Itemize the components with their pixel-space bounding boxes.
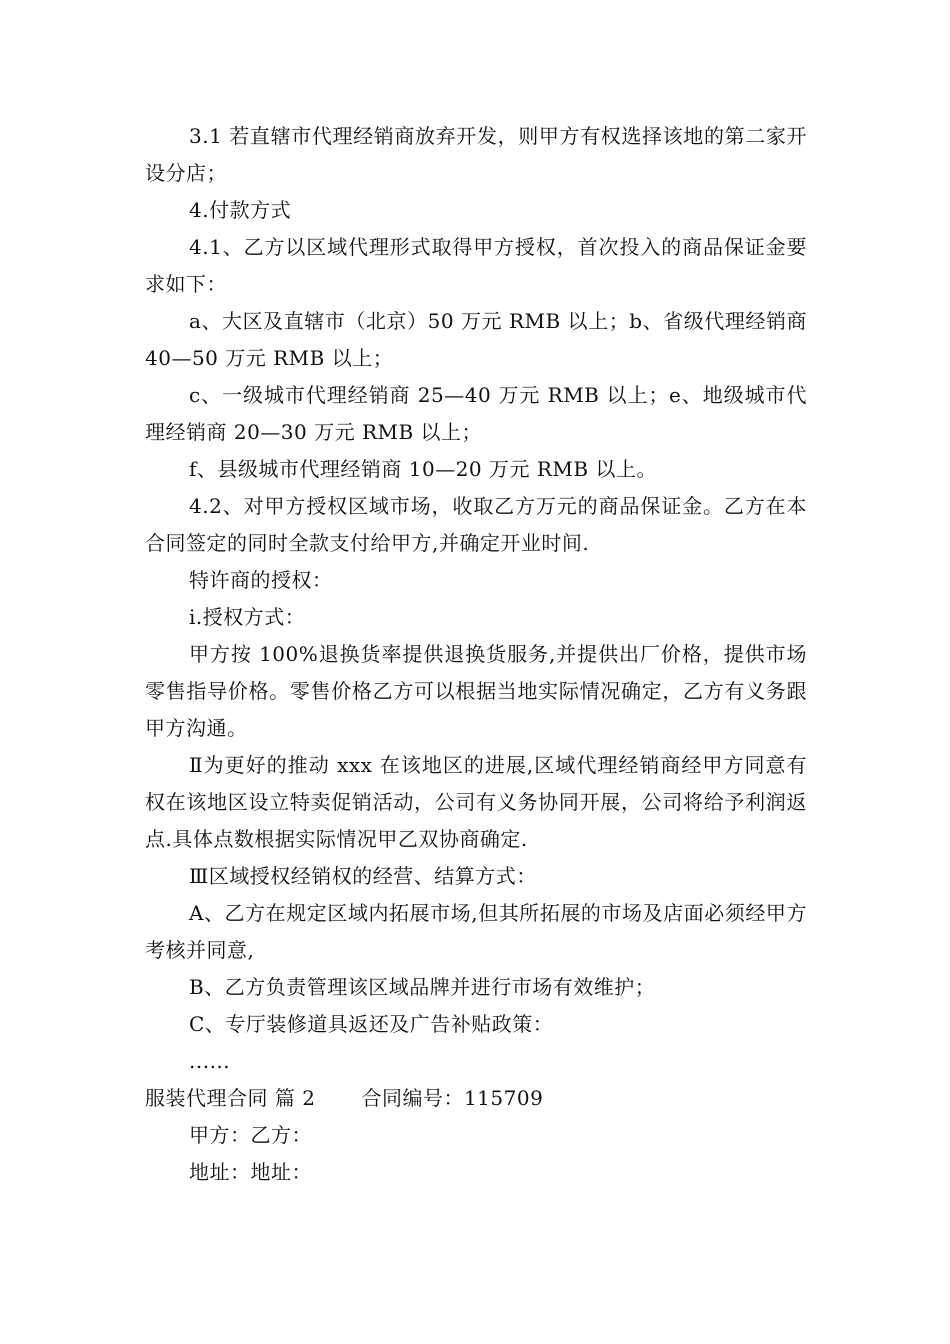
paragraph-return-policy: 甲方按 100%退换货率提供退换货服务,并提供出厂价格，提供市场零售指导价格。零售价格乙方可以根据当地实际情况确定，乙方有义务跟甲方沟通。 (145, 642, 807, 740)
paragraph-ellipsis: ...... (189, 1049, 231, 1073)
contract-number: 合同编号：115709 (361, 1086, 544, 1110)
address-line: 地址：地址： (189, 1160, 312, 1184)
paragraph-item-c: C、专厅装修道具返还及广告补贴政策： (189, 1012, 554, 1036)
contract-heading (145, 1080, 807, 1117)
paragraph-deposit-f: f、县级城市代理经销商 10—20 万元 RMB 以上。 (189, 457, 657, 481)
paragraph-settlement-method: Ⅲ区域授权经销权的经营、结算方式： (189, 864, 537, 888)
paragraph-3-1: 3.1 若直辖市代理经销商放弃开发，则甲方有权选择该地的第二家开设分店； (145, 124, 807, 185)
paragraph-item-a: A、乙方在规定区域内拓展市场,但其所拓展的市场及店面必须经甲方考核并同意, (145, 901, 807, 962)
paragraph-4-1: 4.1、乙方以区域代理形式取得甲方授权，首次投入的商品保证金要求如下： (145, 235, 807, 296)
document-body (145, 118, 807, 1191)
paragraph-4-2: 4.2、对甲方授权区域市场，收取乙方万元的商品保证金。乙方在本合同签定的同时全款支付给甲方,并确定开业时间. (145, 494, 807, 555)
paragraph-franchise-authorization: 特许商的授权： (189, 568, 333, 592)
party-line: 甲方：乙方： (189, 1123, 312, 1147)
paragraph-authorization-method: i.授权方式： (189, 605, 306, 629)
section-heading-payment: 4.付款方式 (189, 198, 292, 222)
paragraph-deposit-c-e: c、一级城市代理经销商 25—40 万元 RMB 以上；e、地级城市代理经销商 20—30 万元 RMB 以上； (145, 383, 807, 444)
paragraph-item-b: B、乙方负责管理该区域品牌并进行市场有效维护； (189, 975, 656, 999)
paragraph-promotion-rights: Ⅱ为更好的推动 xxx 在该地区的进展,区域代理经销商经甲方同意有权在该地区设立特卖促销活动，公司有义务协同开展，公司将给予利润返点.具体点数根据实际情况甲乙双协商确定. (145, 753, 807, 851)
paragraph-deposit-a-b: a、大区及直辖市（北京）50 万元 RMB 以上；b、省级代理经销商 40—50 万元 RMB 以上； (145, 309, 807, 370)
contract-title: 服装代理合同 篇 2 (145, 1086, 316, 1110)
